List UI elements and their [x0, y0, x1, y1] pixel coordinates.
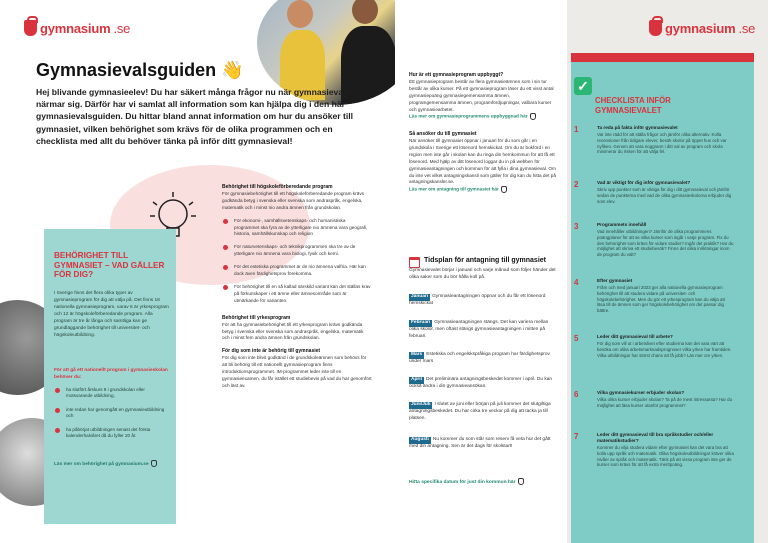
eligibility-sub: För att gå ett nationellt program i gymnasieskolan behöver du:	[54, 368, 168, 380]
list-item: För naturvetenskaps- och teknikprogrammen ska tre av de ytterligare nio ämnena vara biologi, fysik och kemi.	[222, 244, 372, 258]
eligibility-heading: BEHÖRIGHET TILL GYMNASIET – VAD GÄLLER FÖR DIG?	[54, 251, 165, 280]
eligibility-bullet: ha slutfört årskurs 9 i grundskolan eller motsvarande utbildning,	[54, 387, 170, 400]
hand-cursor-icon	[501, 186, 507, 193]
schedule-item: Juni/Juli I slutet av juni eller början på juli kommer det slutgiltiga antagningsbeskedet. Du har cirka tre veckor på dig att tacka ja till platsen.	[409, 402, 551, 421]
schedule-item: Mars Estetiska och engelskspråkiga program har färdighetsprov under mars	[409, 352, 550, 364]
schedule-item: April Det preliminära antagningsbeskedet kommer i april. Du kan också ändra i din gymnasieansökan.	[409, 377, 553, 389]
list-item: För ekonomi-, samhällsvetenskaps- och humanistiska programmet ska fyra av de ytterligare nio ämnena vara geografi, historia, samhällskunskap och religion	[222, 218, 372, 239]
eligibility-bullet: inte redan har genomgått en gymnasieutbildning och	[54, 407, 170, 420]
section-heading: För dig som inte är behörig till gymnasiet	[222, 348, 321, 355]
section-heading: Så ansöker du till gymnasiet	[409, 131, 477, 138]
section-text: För dig som inte blivit godkänd i de grundskoleämnen som behövs för att bli behörig till ett nationellt gymnasieprogram finns introduktionsprogrammet. IM-programmet leder inte till en gymnasieexamen, du får istället ett studiebevis på vad du har genomfört och läst av.	[222, 355, 372, 388]
logo	[24, 20, 130, 36]
structure-link[interactable]: Läs mer om gymnasieprogrammens uppbyggnad här	[409, 113, 557, 121]
page-title: Gymnasievalsguiden 👋	[36, 60, 244, 80]
dates-link[interactable]: Hitta specifika datum för just din kommun här	[409, 478, 559, 485]
schedule-item: Augusti Nu kommer du som står som reserv få veta hur det gått med din antagning. Sen är det dags för skolstart!	[409, 437, 551, 449]
eligibility-link[interactable]: Läs mer om behörighet på gymnasium.se	[54, 460, 170, 468]
bag-icon	[24, 20, 37, 36]
section-text: För att ha gymnasiebehörighet till ett yrkesprogram krävs godkända betyg i svenska eller svenska som andraspråk, engelska, matematik och i minst fem andra ämnen från grundskolan.	[222, 321, 364, 341]
program-list	[222, 218, 372, 305]
eligibility-box	[44, 229, 176, 524]
hand-cursor-icon	[530, 113, 536, 120]
logo-suffix: .se	[738, 20, 756, 36]
section-text: När ansöker till gymnasiet öppnar i januari för du som går i en grundskola i Sverige ett lösenord hemskickat. Om du är bokförd i en region men inte går i skolan kan du ringa din hemkommun för att få ett lösenord. Med hjälp av ditt lösenord loggar du in på webben för gymnasieantagningen och kommun för att fylla i dina gymnasieval. Om du inte vet vilket antagningskansli som gäller för dig kan du hitta det på antagningskansler.se.	[409, 137, 556, 185]
list-item: För behörighet till en så kallad särskild variant kan det ställas krav på förkunskaper i ett ämne eller ämnesområde som är utmärkande för varianten.	[222, 284, 372, 305]
calendar-icon	[409, 257, 420, 268]
hand-cursor-icon	[518, 478, 524, 485]
admission-link[interactable]: Läs mer om antagning till gymnasiet här	[409, 186, 557, 194]
list-item: För det estetiska programmet är de nio ämnena valfria. Här kan dock även färdighetsprov förekomma.	[222, 264, 372, 278]
intro-text: Hej blivande gymnasieelev! Du har säkert många frågor nu när gymnasievalet närmar sig. Därför har vi samlat all information som kan hjälpa dig i den här gymnasievalsguiden. Du hittar bland annat information om hur du ansöker till gymnasiet, vilken behörighet som krävs för de olika programmen och en checklista med allt du behöver tänka på inför ditt gymnasieval!	[36, 87, 354, 146]
eligibility-bullet: ha påbörjat utbildningen senast det första kalenderhalvåret då du fyller 20 år.	[54, 427, 170, 440]
schedule-item: Februari Gymnasieantagningen stängs. Det kan variera mellan olika skolor, men oftast stängs gymnasieantagningen i mitten på februari.	[409, 320, 549, 339]
section-heading: Behörighet till yrkesprogram	[222, 314, 291, 321]
eligibility-column	[222, 184, 372, 390]
logo-suffix: .se	[113, 20, 131, 36]
section-heading: Behörighet till högskoleförberedande program	[222, 184, 333, 190]
eligibility-body: I Sverige finns det flera olika typer av gymnasieprogram för dig att välja på. Det finns 18 nationella gymnasieprogram, varav 6 är yrkesprogram och 12 är högskoleförberedande program. Alla program är tre år långa och samtliga kan ge grundläggande behörighet till universitet- och högskoleutbildning.	[54, 291, 169, 338]
middle-column	[395, 0, 567, 543]
bag-icon	[649, 20, 662, 36]
logo-word: gymnasium	[40, 20, 111, 36]
structure-section	[409, 72, 557, 194]
checkmark-icon: ✓	[574, 77, 592, 95]
schedule-intro: Gymnasievalet börjar i januari och varje månad som följer händer det olika saker som du bör hålla koll på.	[409, 268, 556, 280]
checklist-top-bar	[571, 53, 754, 62]
checklist-title: CHECKLISTA INFÖR GYMNASIEVALET	[595, 96, 671, 115]
section-text: Ett gymnasieprogram består av flera gymnasieämnen som i sin tur består av olika kurser. På ett gymnasieprogram läser du ett visst antal gymnasiepoäng gymnasiegemensamma ämnen, programgemensamma ämnen, programfördjupningar, valbara kurser och gymnasiearbetet.	[409, 78, 554, 112]
schedule-item: Januari Gymnasieantagningen öppnar och du får ett lösenord hemskickat	[409, 294, 546, 306]
section-text: För gymnasiebehörighet till ett högskoleförberedande program krävs godkända betyg i svenska eller svenska som andraspråk, engelska, matematik och i minst nio andra ämnen från grundskolan.	[222, 190, 365, 210]
schedule-title: Tidsplan för antagning till gymnasiet	[424, 257, 546, 264]
checklist-page: gymnasium .se ✓ CHECKLISTA INFÖR GYMNASIEVALET 1 Ta reda på fakta inför gymnasievalet Var inte rädd för att ställa frågor och jämför olika alternativ. Kolla recensioner från tidigare elever, besök skolor på öppet hus och var nyfiken. Genom att vara noggrann i ditt val av program och skola minimerar du risken för att välja fel. 2 Vad är viktigt för dig inför gymnasievalet? Skriv upp punkter som är viktiga för dig i ditt gymnasieval och jämför sedan de punkterna med vad de olika gymnasieskolorna erbjuder dig som elev. 3 Programmets innehåll Vad innehåller utbildningen? Jämför de olika programmens poängplaner för att se vilka kurser som ingår i varje program. Fix du den behörighet som krävs för vidare studier? Ingår det praktik? Har du möjlighet att skriva ett studiebesök? Finns det olika inriktningar inom de program du valt? 4 Efter gymnasiet Fråm och med januari 2023 ger alla nationella gymnasieprogram behörighet till att studera vidare på universitet- och högskolebehörighet. Men du gör ett yrkesprogram kan du välja att läsa till de ämnen som ger högskolebehörighet om det passar dig bättre. 5 Leder ditt gymnasieval till arbete? För dig som vill ut i arbetslivet efter studierna kan det vara värt att besöka om olika arbetsmarknadsprognoser vilka yrken har framtiden. Vilka utbildningar har störst chans att få jobb? Läs mer om yrken. 6 Vilka gymnasiekurser erbjuder skolan? Vilka olika kurser erbjuder skolan? Ta på de mest intressanta? Har du möjlighet att läsa kurser utanför programmet? 7 Leder ditt gymnasieval till bra språkstudier och/eller matematikstudier? Kommer du vilja studera vidare efter gymnasiet kan det vara bra att kolla upp språk och matematik. Olika högskoleutbildningar kräver olika nivåer av språk och matematik. Tänk på att vissa program inte ger de kurser som krävs för att få extra meritpoäng.	[567, 0, 768, 543]
section-heading: Hur är ett gymnasieprogram uppbyggt?	[409, 72, 504, 78]
logo-word: gymnasium	[665, 20, 736, 36]
hand-cursor-icon	[151, 460, 157, 467]
logo	[649, 20, 755, 36]
